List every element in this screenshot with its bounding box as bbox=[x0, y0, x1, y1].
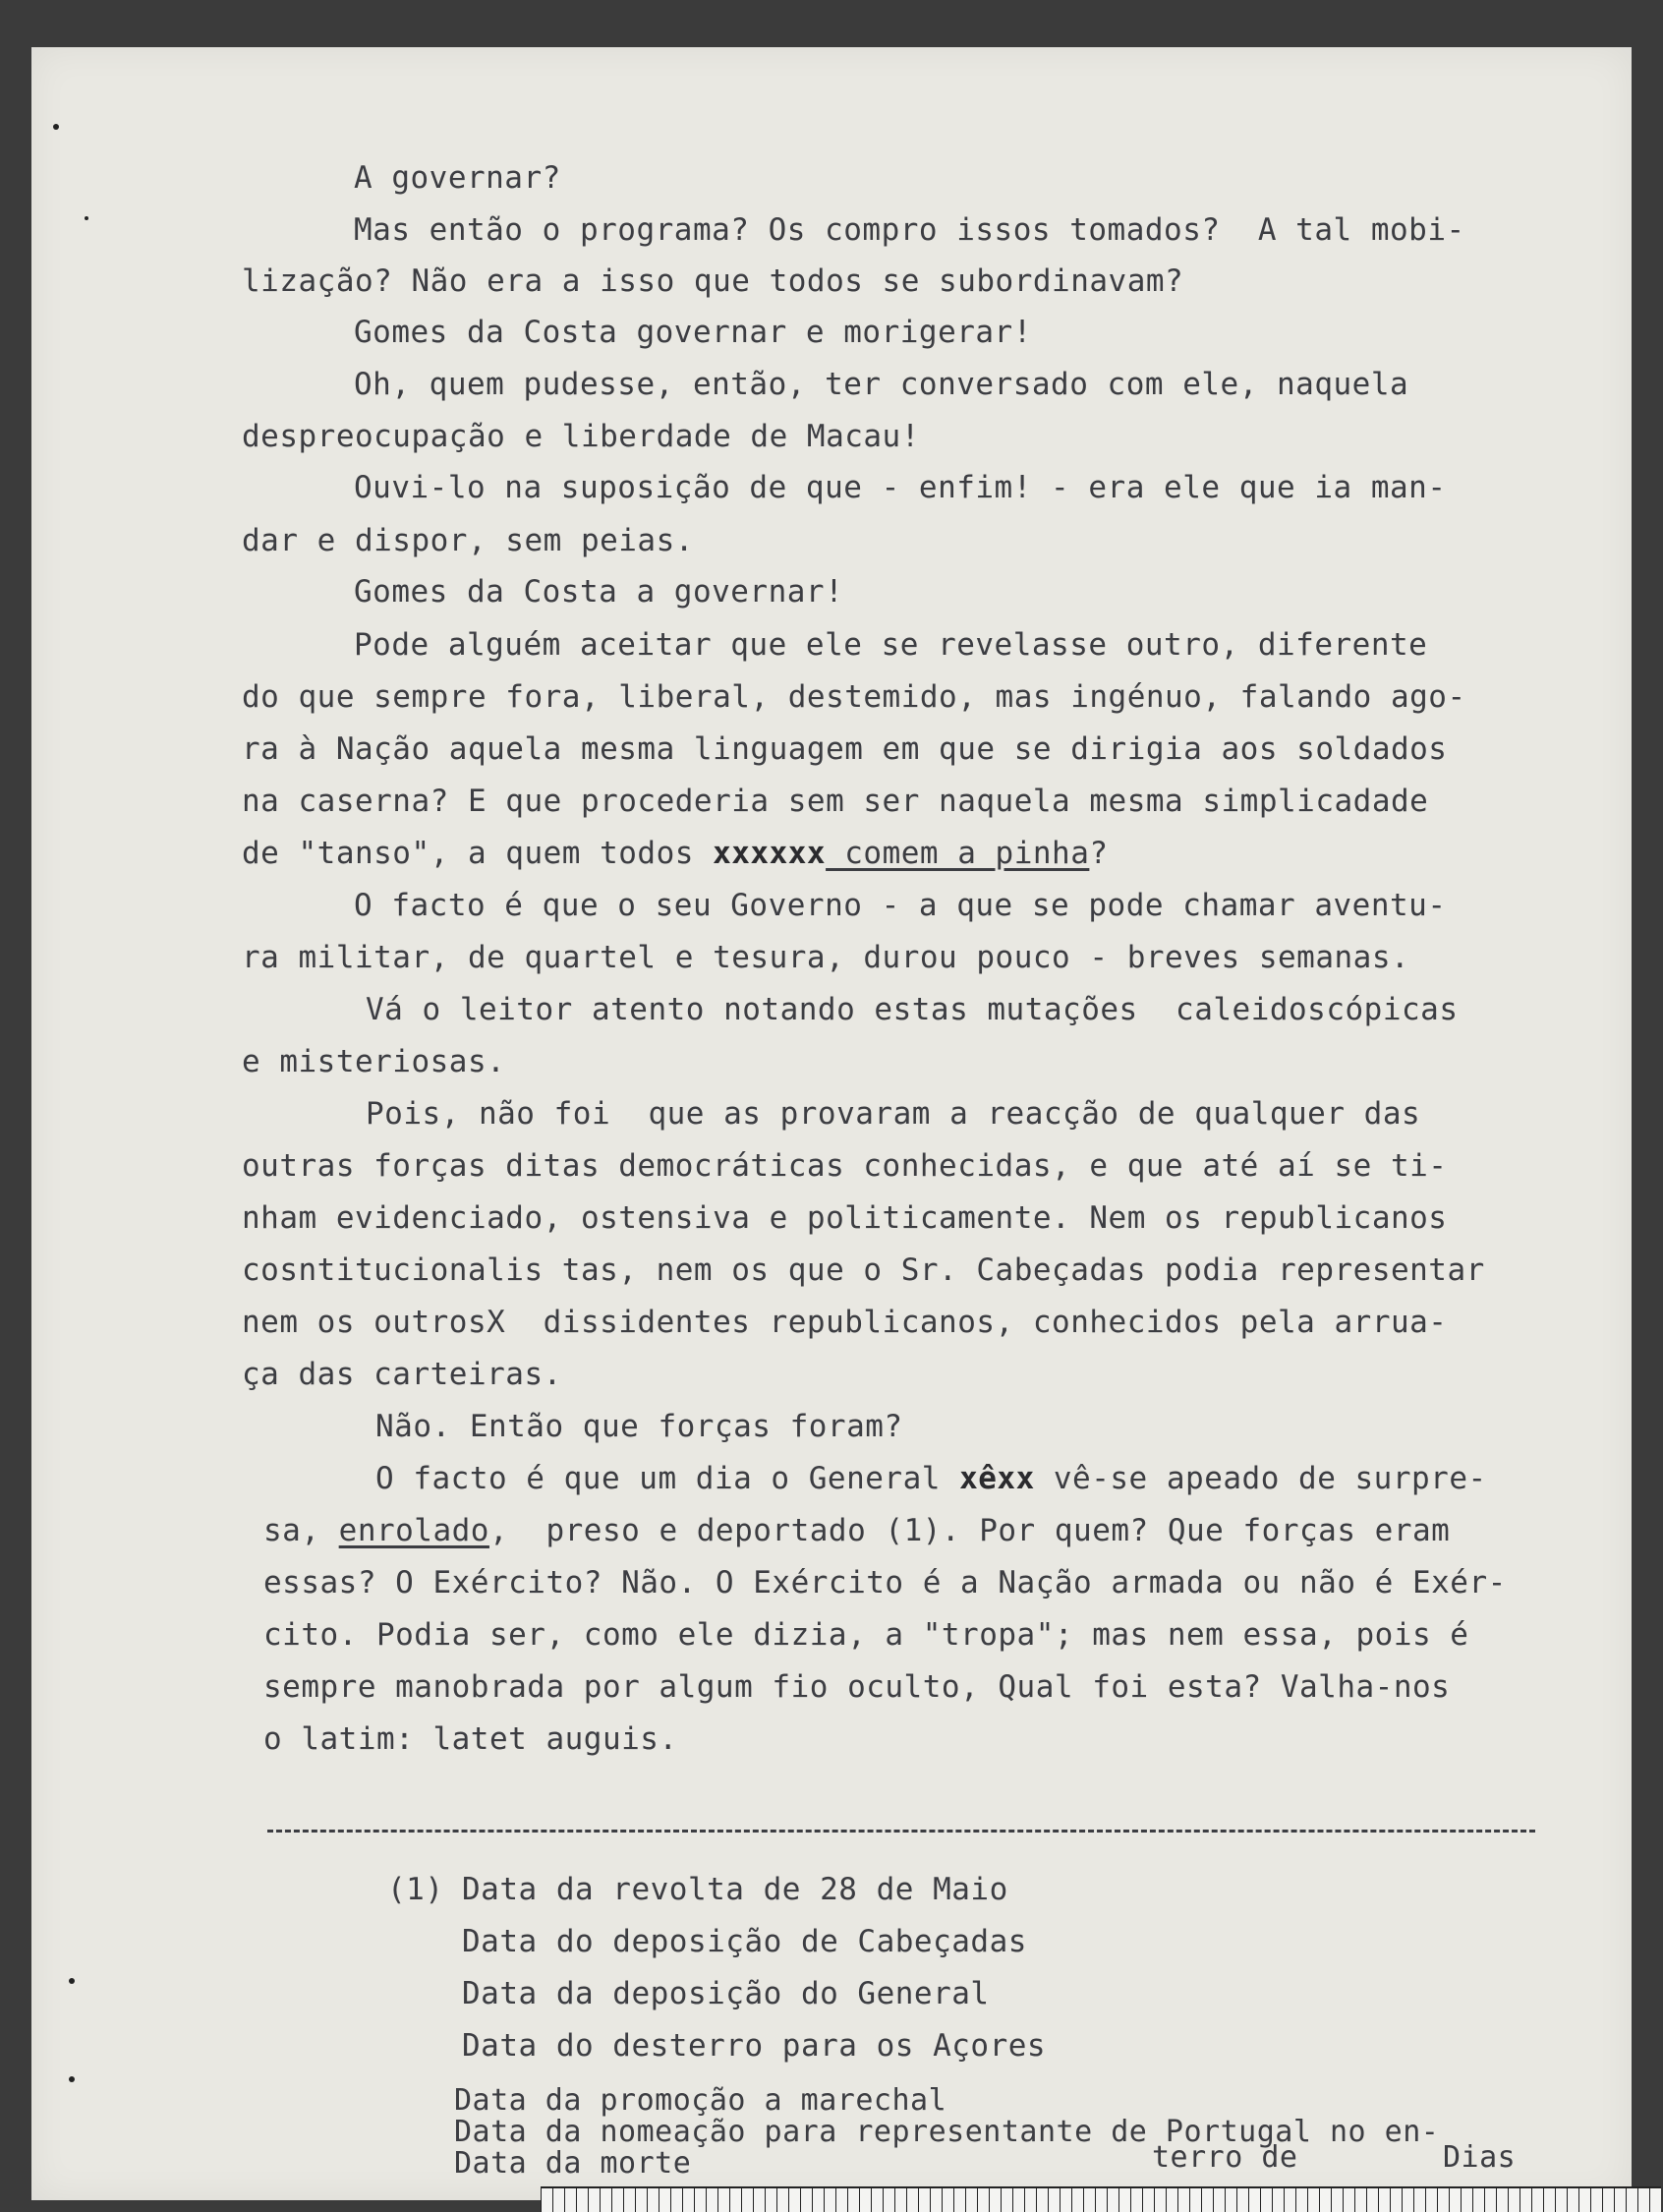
footnote-marker: (1) bbox=[387, 1872, 444, 1907]
text-line: Pode alguém aceitar que ele se revelasse outro, diferente bbox=[354, 627, 1428, 663]
text-line: despreocupação e liberdade de Macau! bbox=[242, 419, 920, 454]
text-line: do que sempre fora, liberal, destemido, mas ingénuo, falando ago- bbox=[242, 679, 1466, 715]
text-line bbox=[242, 836, 1109, 871]
text-run: sa, bbox=[263, 1513, 339, 1548]
text-line: ra militar, de quartel e tesura, durou pouco - breves semanas. bbox=[242, 940, 1410, 975]
text-line: O facto é que o seu Governo - a que se pode chamar aventu- bbox=[354, 888, 1447, 923]
text-line: ça das carteiras. bbox=[242, 1357, 562, 1392]
text-run: de "tanso", a quem todos bbox=[242, 836, 714, 871]
text-line: Não. Então que forças foram? bbox=[375, 1409, 903, 1444]
footnote-item: Data do deposição de Cabeçadas bbox=[462, 1924, 1027, 1959]
binder-mark bbox=[85, 216, 88, 220]
footnote-right-word: Dias bbox=[1443, 2140, 1517, 2175]
text-line: Mas então o programa? Os compro issos tomados? A tal mobi- bbox=[354, 212, 1465, 248]
footnote-item: Data do desterro para os Açores bbox=[462, 2028, 1047, 2064]
text-line: sempre manobrada por algum fio oculto, Qual foi esta? Valha-nos bbox=[263, 1669, 1451, 1705]
text-line: Gomes da Costa governar e morigerar! bbox=[354, 315, 1032, 350]
footnote-divider bbox=[267, 1830, 1535, 1833]
text-line: Gomes da Costa a governar! bbox=[354, 574, 844, 610]
typed-strikeout: xxxxxx bbox=[713, 836, 827, 871]
footnote-item: Data da promoção a marechal bbox=[454, 2083, 947, 2118]
text-line: Ouvi-lo na suposição de que - enfim! - era ele que ia man- bbox=[354, 470, 1447, 505]
text-line: e misteriosas. bbox=[242, 1044, 506, 1079]
text-line: ra à Nação aquela mesma linguagem em que se dirigia aos soldados bbox=[242, 731, 1448, 767]
text-run: ? bbox=[1089, 836, 1109, 871]
text-line: A governar? bbox=[354, 160, 561, 196]
text-run: , preso e deportado (1). Por quem? Que forças eram bbox=[488, 1513, 1451, 1548]
text-line: na caserna? E que procederia sem ser naquela mesma simplicadade bbox=[242, 784, 1429, 819]
text-line: Oh, quem pudesse, então, ter conversado com ele, naquela bbox=[354, 367, 1409, 402]
text-line: o latim: latet auguis. bbox=[263, 1721, 678, 1757]
footnote-item: Data da nomeação para representante de Portugal no en- bbox=[454, 2115, 1440, 2149]
scale-ruler bbox=[541, 2186, 1661, 2212]
text-line: lização? Não era a isso que todos se subordinavam? bbox=[242, 263, 1184, 299]
text-line: Pois, não foi que as provaram a reacção de qualquer das bbox=[366, 1096, 1421, 1132]
text-line: Vá o leitor atento notando estas mutações caleidoscópicas bbox=[366, 992, 1459, 1027]
text-line: nham evidenciado, ostensiva e politicamente. Nem os republicanos bbox=[242, 1200, 1448, 1236]
footnote-item: Data da deposição do General bbox=[462, 1976, 990, 2011]
underlined-phrase: comem a pinha bbox=[826, 836, 1090, 871]
text-line: cito. Podia ser, como ele dizia, a "tropa"; mas nem essa, pois é bbox=[263, 1617, 1469, 1653]
text-line bbox=[375, 1461, 1487, 1496]
text-line: outras forças ditas democráticas conhecidas, e que até aí se ti- bbox=[242, 1148, 1448, 1184]
binder-mark bbox=[53, 124, 59, 130]
binder-mark bbox=[69, 1978, 75, 1984]
text-line: dar e dispor, sem peias. bbox=[242, 523, 694, 558]
typewritten-page bbox=[31, 47, 1632, 2200]
text-line: essas? O Exército? Não. O Exército é a Nação armada ou não é Exér- bbox=[263, 1565, 1507, 1601]
binder-mark bbox=[69, 2076, 75, 2082]
underlined-word: enrolado bbox=[338, 1513, 489, 1548]
footnote-item: Data da morte bbox=[454, 2146, 692, 2181]
typed-strikeout: xêxx bbox=[959, 1461, 1035, 1496]
footnote-continuation: terro de bbox=[1152, 2140, 1298, 2175]
text-line: nem os outrosX dissidentes republicanos, conhecidos pela arrua- bbox=[242, 1305, 1448, 1340]
text-run: O facto é que um dia o General bbox=[375, 1461, 960, 1496]
text-line bbox=[263, 1513, 1450, 1548]
text-run: vê-se apeado de surpre- bbox=[1034, 1461, 1487, 1496]
text-line: cosntitucionalis tas, nem os que o Sr. Cabeçadas podia representar bbox=[242, 1252, 1485, 1288]
footnote-item: Data da revolta de 28 de Maio bbox=[462, 1872, 1008, 1907]
